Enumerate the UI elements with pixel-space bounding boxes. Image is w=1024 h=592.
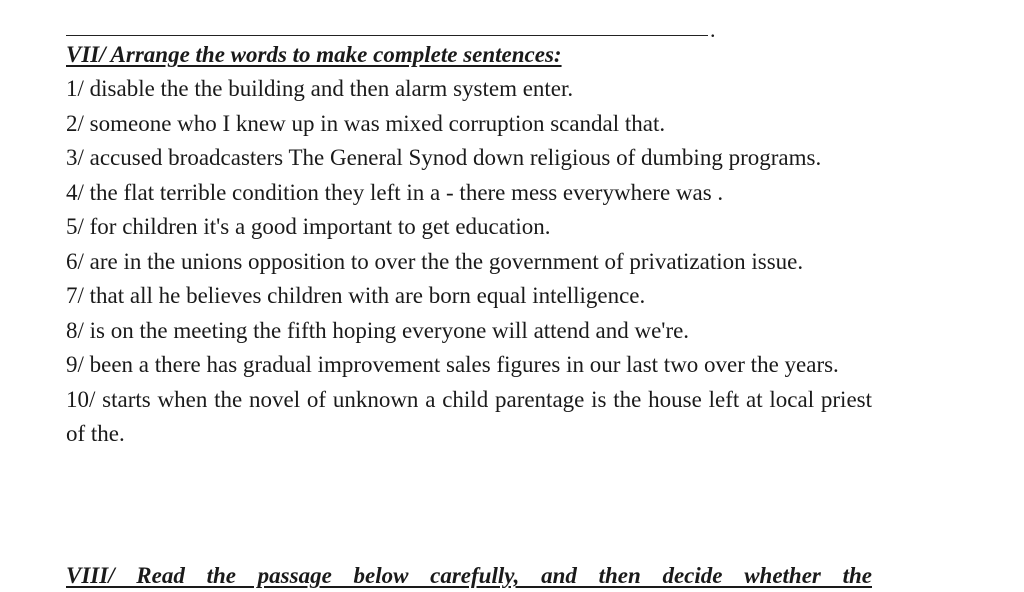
sentence-item-10: 10/ starts when the novel of unknown a child parentage is the house left at local priest of the.: [66, 386, 872, 446]
sentence-item-6: 6/ are in the unions opposition to over the the government of privatization issue.: [66, 248, 804, 274]
sentence-item-3: 3/ accused broadcasters The General Synod down religious of dumbing programs.: [66, 145, 822, 170]
sentence-item-5: 5/ for children it's a good important to get education.: [66, 214, 551, 239]
answer-line: [66, 35, 708, 36]
sentence-item-9: 9/ been a there has gradual improvement sales figures in our last two over the years.: [66, 352, 839, 377]
answer-line-period: .: [710, 17, 716, 42]
sentence-item-4: 4/ the flat terrible condition they left in a - there mess everywhere was .: [66, 179, 724, 205]
sentence-item-8: 8/ is on the meeting the fifth hoping everyone will attend and we're.: [66, 317, 690, 343]
sentence-item-1: 1/ disable the the building and then alarm system enter.: [66, 76, 574, 101]
sentence-list: [66, 72, 872, 452]
section-vii-heading: VII/ Arrange the words to make complete sentences:: [66, 42, 562, 67]
sentence-item-7: 7/ that all he believes children with are born equal intelligence.: [66, 283, 646, 308]
section-viii-heading: VIII/ Read the passage below carefully, and then decide whether the: [66, 563, 872, 588]
sentence-item-2: 2/ someone who I knew up in was mixed corruption scandal that.: [66, 110, 666, 136]
